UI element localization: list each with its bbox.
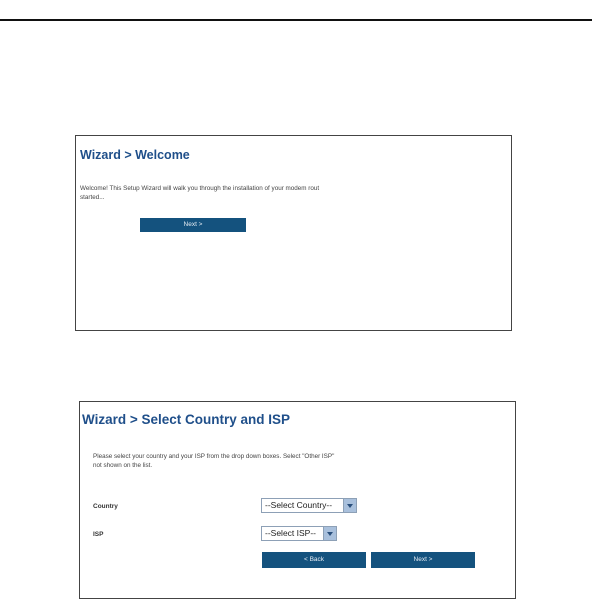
country-select[interactable]	[261, 498, 357, 513]
select-title: Wizard > Select Country and ISP	[82, 412, 291, 427]
chevron-down-icon[interactable]	[343, 499, 356, 512]
select-instructions-line-1: Please select your country and your ISP from the drop down boxes. Select "Other ISP"	[93, 453, 335, 460]
next-button[interactable]: Next >	[140, 218, 246, 232]
country-label: Country	[93, 503, 118, 510]
isp-select-value: --Select ISP--	[265, 528, 317, 538]
isp-select[interactable]	[261, 526, 337, 541]
chevron-down-icon[interactable]	[323, 527, 336, 540]
country-select-value: --Select Country--	[265, 500, 333, 510]
isp-label: ISP	[93, 531, 104, 538]
select-country-isp-panel	[79, 401, 516, 599]
top-rule	[0, 19, 592, 21]
select-instructions	[93, 452, 334, 470]
welcome-panel	[75, 135, 512, 331]
welcome-text-line-1: Welcome! This Setup Wizard will walk you through the installation of your modem rout	[80, 185, 320, 192]
back-button[interactable]: < Back	[262, 552, 366, 568]
welcome-text-line-2: started...	[80, 194, 105, 201]
welcome-title: Wizard > Welcome	[80, 148, 190, 162]
select-instructions-line-2: not shown on the list.	[93, 462, 153, 469]
next-button[interactable]: Next >	[371, 552, 475, 568]
welcome-text	[80, 184, 319, 202]
